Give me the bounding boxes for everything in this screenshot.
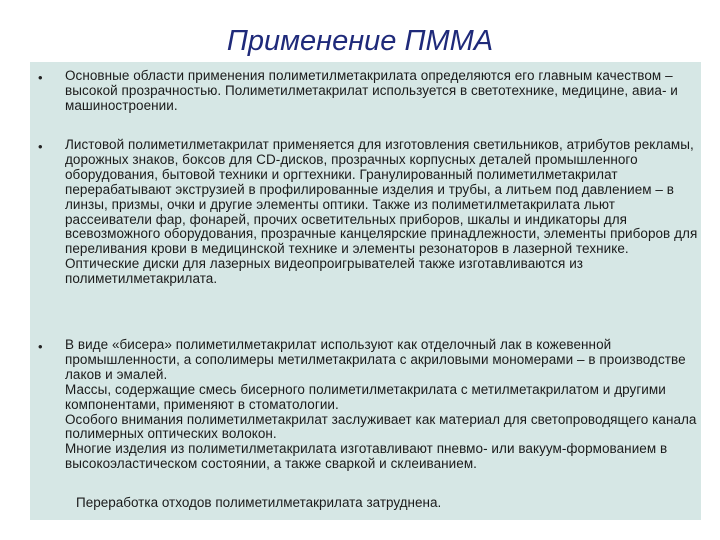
bullet-1-paragraph-1: Основные области применения полиметилметакрилата определяются его главным качеством – высокой прозрачностью. Полиметилметакрилат используется в светотехнике, медицине, авиа- и машиностроении. — [65, 68, 678, 113]
bullet-2-paragraph-2: Оптические диски для лазерных видеопроигрывателей также изготавливаются из полиметилметакрилата. — [65, 256, 584, 287]
bullet-marker-3: • — [38, 339, 43, 354]
bullet-2-paragraph-1: Листовой полиметилметакрилат применяется для изготовления светильников, атрибутов рекламы, дорожных знаков, боксов для CD-дисков, прозрачных корпусных деталей промышленного оборудования, бытовой техники и оргтехники. Гранулированный полиметилметакрилат перерабатывают экструзией в профилированные изделия и трубы, а литьем под давлением – в линзы, призмы, очки и другие элементы оптики. Также из полиметилметакрилата льют рассеиватели фар, фонарей, прочих осветительных приборов, шкалы и индикаторы для всевозможного оборудования, прозрачные канцелярские принадлежности, элементы приборов для переливания крови в медицинской технике и элементы резонаторов в лазерной технике. — [65, 137, 698, 257]
bullet-item-3 — [65, 338, 699, 472]
bullet-item-2 — [65, 138, 699, 287]
bullet-3-paragraph-2: Массы, содержащие смесь бисерного полиметилметакрилата с метилметакрилатом и другими компонентами, применяют в стоматологии. — [65, 381, 666, 412]
bullet-3-paragraph-3: Особого внимания полиметилметакрилат заслуживает как материал для светопроводящего канала полимерных оптических волокон. — [65, 411, 697, 442]
bullet-item-1 — [65, 69, 699, 114]
bullet-3-paragraph-4: Многие изделия из полиметилметакрилата изготавливают пневмо- или вакуум-формованием в высокоэластическом состоянии, а также сваркой и склеиванием. — [65, 441, 668, 472]
slide-title: Применение ПММА — [226, 25, 494, 57]
bullet-3-paragraph-1: В виде «бисера» полиметилметакрилат используют как отделочный лак в кожевенной промышленности, а сополимеры метилметакрилата с акриловыми мономерами – в производстве лаков и эмалей. — [65, 337, 686, 382]
bullet-marker-1: • — [38, 70, 43, 85]
bullet-marker-2: • — [38, 139, 43, 154]
footer-note: Переработка отходов полиметилметакрилата затруднена. — [76, 495, 442, 510]
